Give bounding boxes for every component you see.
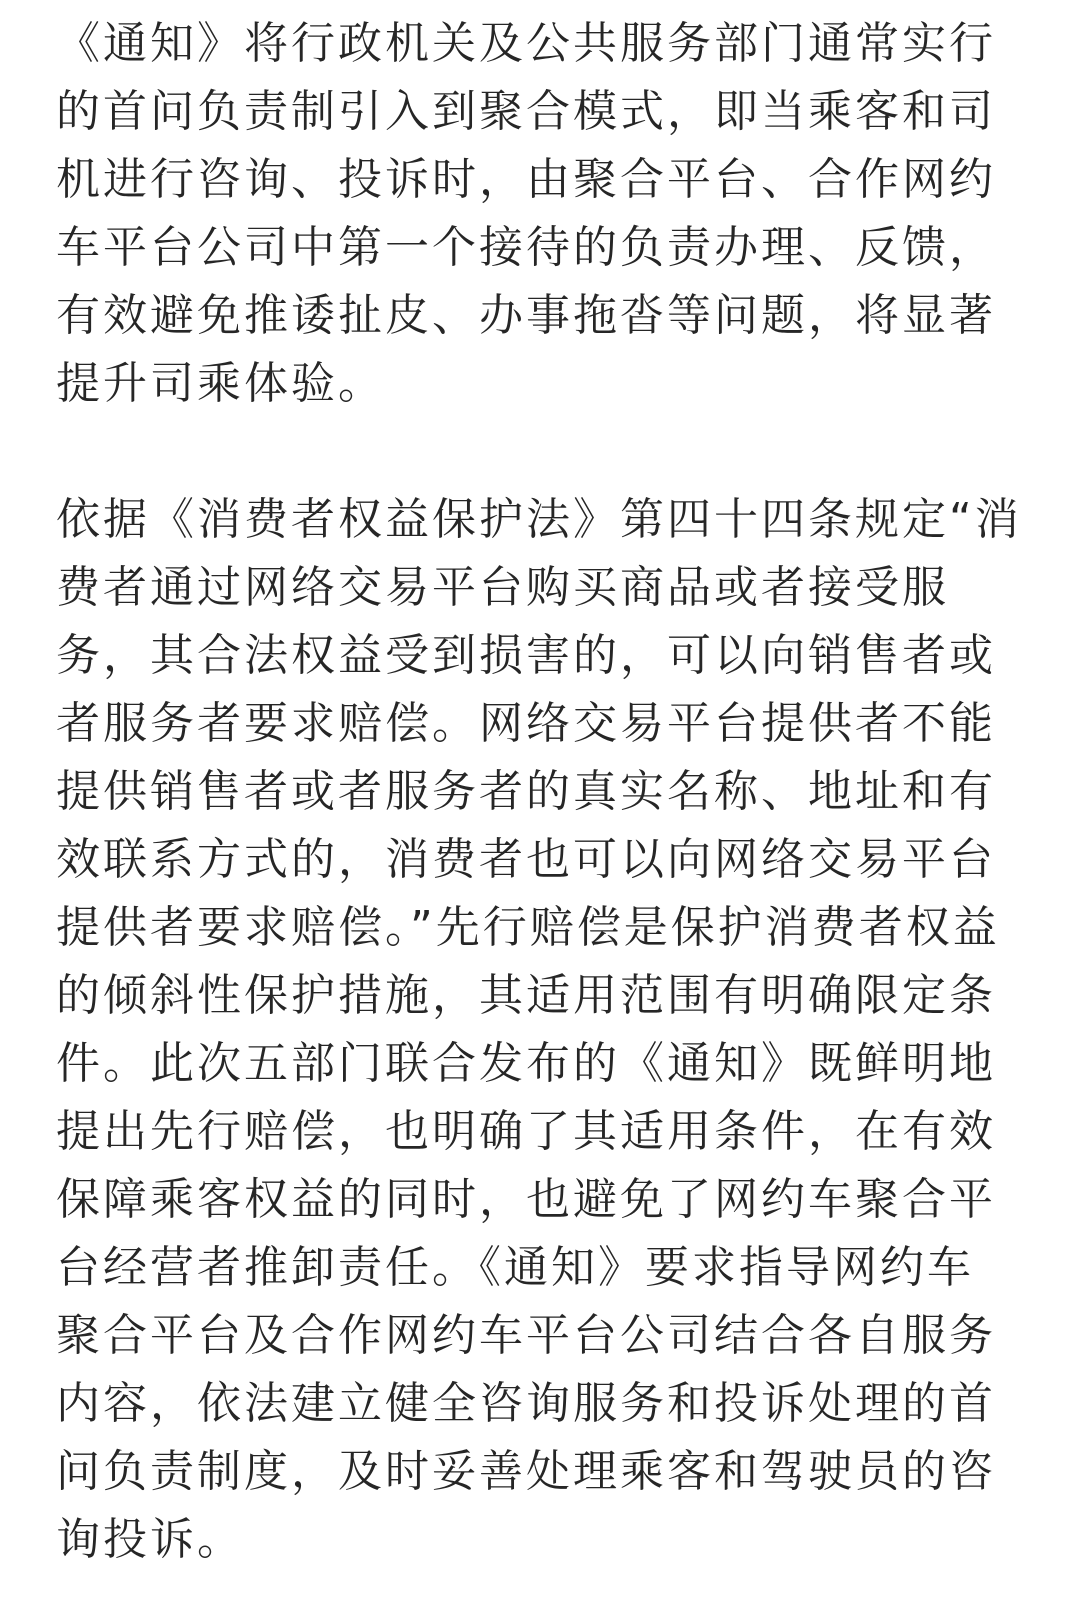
text-line: 效联系方式的，消费者也可以向网络交易平台: [56, 834, 996, 885]
text-line: 问负责制度，及时妥善处理乘客和驾驶员的咨: [56, 1446, 996, 1497]
paragraph-first-inquiry-responsibility: [56, 10, 1006, 418]
text-line: 机进行咨询、投诉时，由聚合平台、合作网约: [56, 154, 996, 205]
text-line: 者服务者要求赔偿。网络交易平台提供者不能: [56, 698, 996, 749]
text-line: 内容，依法建立健全咨询服务和投诉处理的首: [56, 1378, 996, 1429]
text-line: 提供销售者或者服务者的真实名称、地址和有: [56, 766, 996, 817]
text-line: 件。此次五部门联合发布的《通知》既鲜明地: [56, 1038, 996, 1089]
text-line: 依据《消费者权益保护法》第四十四条规定“消: [56, 494, 1022, 545]
article-body: [56, 10, 1022, 1574]
paragraph-consumer-protection-law: [56, 486, 1022, 1574]
text-line: 提升司乘体验。: [56, 358, 385, 409]
text-line: 台经营者推卸责任。《通知》要求指导网约车: [56, 1242, 974, 1293]
text-line: 提供者要求赔偿。”先行赔偿是保护消费者权益: [56, 902, 1000, 953]
text-line: 的首问负责制引入到聚合模式，即当乘客和司: [56, 86, 996, 137]
text-line: 的倾斜性保护措施，其适用范围有明确限定条: [56, 970, 996, 1021]
text-line: 保障乘客权益的同时，也避免了网约车聚合平: [56, 1174, 996, 1225]
text-line: 费者通过网络交易平台购买商品或者接受服: [56, 562, 949, 613]
text-line: 聚合平台及合作网约车平台公司结合各自服务: [56, 1310, 996, 1361]
text-line: 询投诉。: [56, 1514, 244, 1565]
text-line: 提出先行赔偿，也明确了其适用条件，在有效: [56, 1106, 996, 1157]
text-line: 车平台公司中第一个接待的负责办理、反馈，: [56, 222, 996, 273]
text-line: 《通知》将行政机关及公共服务部门通常实行: [56, 18, 996, 69]
text-line: 有效避免推诿扯皮、办事拖沓等问题，将显著: [56, 290, 996, 341]
text-line: 务，其合法权益受到损害的，可以向销售者或: [56, 630, 996, 681]
